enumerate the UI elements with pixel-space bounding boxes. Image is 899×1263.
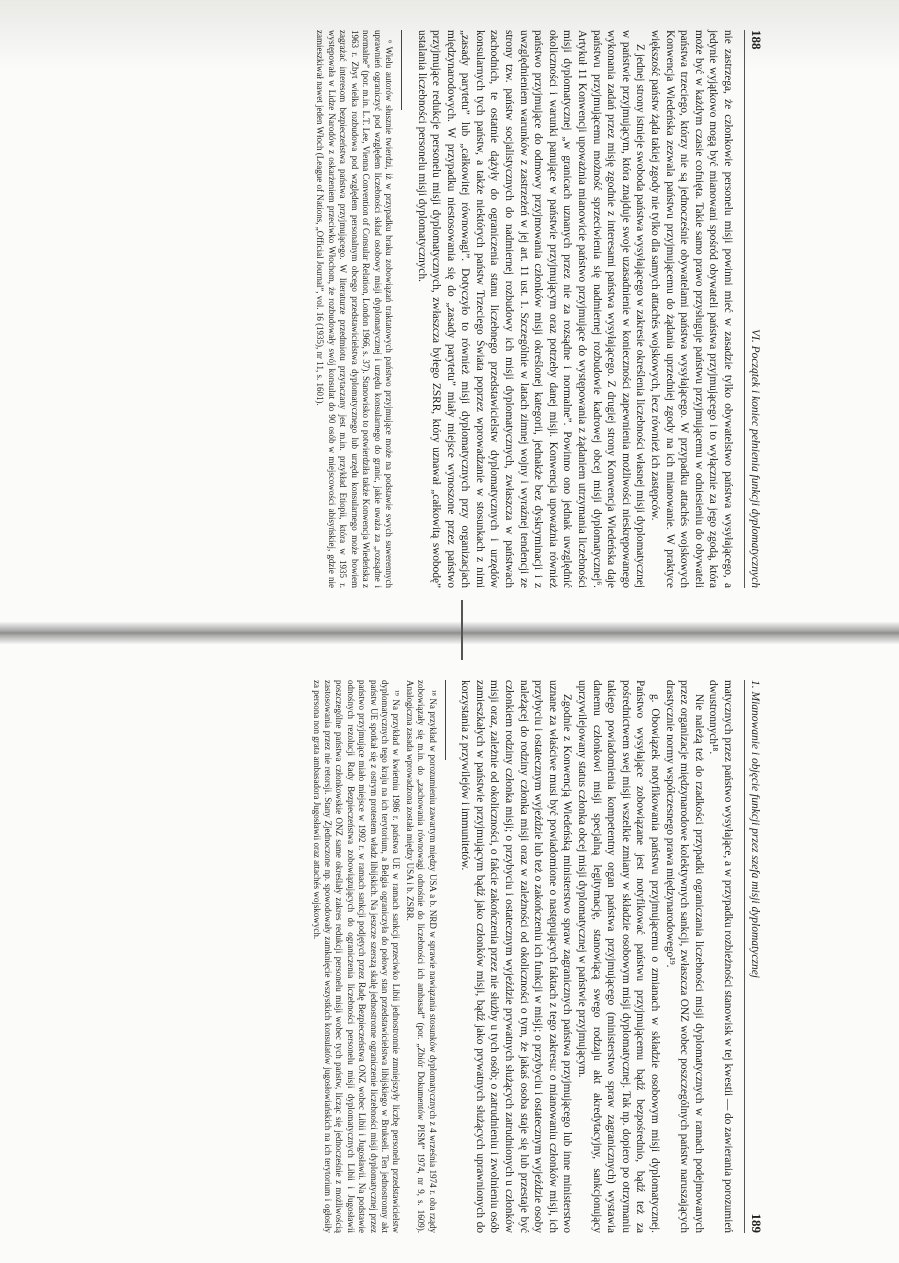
page-number-right: 189 <box>749 1213 764 1233</box>
right-body <box>458 680 735 1233</box>
right-running-head <box>744 680 764 1233</box>
footnote-separator <box>445 680 446 760</box>
running-head-right: 1. Mianowanie i objęcie funkcji przez szefa misji dyplomatycznej <box>749 680 761 978</box>
left-body <box>414 30 735 588</box>
paragraph: Zgodnie z Konwencją Wiedeńską ministerstwo spraw zagranicznych państwa przyjmującego lub inne ministerstwo uznane za właściwe musi być powiadomione o następujących faktach z tego zakresu: o mianowaniu członków misji, ich przybyciu i ostatecznym wyjeździe lub też o zakończeniu ich funkcji w misji; o przybyciu i ostatecznym wyjeździe osoby należącej do rodziny członka misji oraz w zależności od okoliczności o tym, że jakaś osoba staje się lub przestaje być członkiem rodziny członka misji; o przybyciu i ostatecznym wyjeździe prywatnych służących zatrudnionych u członków misji oraz, zależnie od okoliczności, o fakcie zakończenia przez nie służby u tych osób; o zatrudnieniu i zwolnieniu osób zamieszkałych w państwie przyjmującym bądź jako członków misji, bądź jako prywatnych służących uprawnionych do korzystania z przywilejów i immunitetów. <box>459 680 574 1233</box>
page-number-left: 188 <box>749 30 764 50</box>
footnote: ¹⁸ Na przykład w porozumieniu zawartym między USA a b. NRD w sprawie nawiązania stosunków dyplomatycznych z 4 września 1974 r. oba rządy zobowiązały się m.in. do „zachowania równowagi odnośnie do liczebności ich ambasad” (por. „Zbiór Dokumentów PISM” 1974, nr 9, s. 1609). Analogiczna zasada wprowadzona została między USA i b. ZSRR. <box>404 680 438 1233</box>
left-footnotes <box>314 30 394 588</box>
left-running-head <box>744 30 764 588</box>
paragraph: g. Obowiązek notyfikowania państwu przyjmującemu o zmianach w składzie osobowym misji dyplomatycznej. Państwo wysyłające zobowiązane jest notyfikować państwu przyjmującemu bądź bezpośrednio, bądź też za pośrednictwem swej misji wszelkie zmiany w składzie osobowym misji dyplomatycznej. Tak np. dopiero po otrzymaniu takiego powiadomienia kompetentny organ państwa przyjmującego (ministerstwo spraw zagranicznych) wystawia danemu członkowi misji specjalną legitymację, stanowiącą swego rodzaju akt akredytacyjny, sankcjonujący uprzywilejowany status członka obcej misji dyplomatycznej w państwie przyjmującym. <box>576 680 662 1233</box>
paragraph: nie zastrzega, że członkowie personelu misji powinni mieć w zasadzie tylko obywatelstwo państwa wysyłającego, a jedynie wyjątkowo mogą być mianowani spośród obywateli państwa przyjmującego i to wyłącznie za jego zgodą, która może być w każdym czasie cofnięta. Takie samo prawo przysługuje państwu przyjmującemu w odniesieniu do obywateli państwa trzeciego, którzy nie są jednocześnie obywatelami państwa wysyłającego. W przypadku attachés wojskowych Konwencja Wiedeńska zezwala państwu przyjmującemu do żądania uprzedniej zgody na ich mianowanie. W praktyce większość państw żąda takiej zgody nie tylko dla samych attachés wojskowych, lecz również ich zastępców. <box>649 30 734 588</box>
paragraph: Nie należą też do rzadkości przypadki ograniczania liczebności misji dyplomatycznych w ramach podejmowanych przez organizacje międzynarodowe kolektywnych sankcji, zwłaszcza ONZ wobec poszczególnych państw naruszających drastycznie normy współczesnego prawa międzynarodowego¹⁹. <box>663 680 705 1233</box>
paragraph: Z jednej strony istnieje swoboda państwa wysyłającego w zakresie określenia liczebności własnej misji dyplomatycznej w państwie przyjmującym, która znajduje swoje uzasadnienie w konieczności zapewnienia możliwości nieskrępowanego wykonania zadań przez misję zgodnie z interesami państwa wysyłającego. Z drugiej strony Konwencja Wiedeńska daje państwu przyjmującemu możność sprzeciwienia się nadmiernej rozbudowie kadrowej obcej misji dyplomatycznej⁶. Artykuł 11 Konwencji upoważnia mianowicie państwo przyjmujące do występowania z żądaniem utrzymania liczebności misji dyplomatycznej „w granicach uznanych przez nie za rozsądne i normalne”. Powinno ono jednak uwzględnić okoliczności i warunki panujące w państwie przyjmującym oraz potrzeby danej misji. Konwencja upoważnia również państwo przyjmujące do odmowy przyjmowania członków misji określonej kategorii, jednakże bez dyskryminacji i z uwzględnieniem warunków z zastrzeżeń w jej art. 11 ust. 1. Szczególnie w latach zimnej wojny i wyraźnej tendencji ze strony tzw. państw socjalistycznych do nadmiernej rozbudowy ich misji dyplomatycznych, zwłaszcza w państwach zachodnich, te ostatnie dążyły do ograniczenia stanu liczebnego przedstawicielstw dyplomatycznych i urzędów konsularnych tych państw, a także niektórych państw Trzeciego Świata poprzez wprowadzanie w stosunkach z nimi „zasady parytetu” lub „całkowitej równowagi”. Dotyczyło to również misji dyplomatycznych przy organizacjach międzynarodowych. W przypadku niestosowania się do „zasady parytetu” miały miejsce wynoszone przez państwo przyjmujące redukcje personelu misji dyplomatycznych, zwłaszcza byłego ZSRR, który uznawał „całkowitą swobodę” ustalania liczebności personelu misji dyplomatycznych. <box>415 30 647 588</box>
running-head-left: VI. Początek i koniec pełnienia funkcji dyplomatycznych <box>749 329 761 588</box>
footnote: ¹⁹ Na przykład w kwietniu 1986 r. państwa UE w ramach sankcji przeciwko Libii jednostronnie zmniejszyły liczbę personelu przedstawicielstw dyplomatycznych tego kraju na ich terytorium, a Belgia ograniczyła do połowy stan przedstawicielstwa libijskiego w Brukseli. Ten jednostronny akt państw UE spotkał się z ostrym protestem władz libijskich. Na jeszcze szerszą skalę jednostronne ograniczenie liczebności misji dyplomatycznej przez państwo przyjmujące miało miejsce w 1992 r. w ramach sankcji podjętych przez Radę Bezpieczeństwa ONZ wobec Libii i Jugosławii. Na podstawie odnośnych rezolucji Rady Bezpieczeństwa zobowiązujących do ograniczenia liczebności personelu misji dyplomatycznych Libii i Jugosławii poszczególne państwa członkowskie ONZ same określały zakres redukcji personelu misji wobec tych państw, licząc się jednocześnie z możliwością zastosowania przez nie retorsji. Stany Zjednoczone np. spowodowały zamknięcie wszystkich konsulatów jugosłowiańskich na ich terytorium i ogłosiły za persona non grata ambasadora Jugosławii oraz attachés wojskowych. <box>311 680 402 1233</box>
right-page <box>0 632 899 1263</box>
right-footnotes <box>310 680 437 1233</box>
footnote: ⁶ Wielu autorów słusznie twierdzi, iż w przypadku braku zobowiązań traktatowych państwo przyjmujące może na podstawie swych suwerennych uprawnień ograniczyć pod względem liczebności skład osobowy misji dyplomatycznej i urzędu konsularnego do granic, jakie uważa za „rozsądne i normalne” (por. m.in. L.T. Lee, Vienna Convention of Consular Relation, London 1966, s. 37). Stanowisko to potwierdziła także Konwencja Wiedeńska z 1963 r. Zbyt wielka rozbudowa pod względem personalnym obcego przedstawicielstwa dyplomatycznego lub urzędu konsularnego może bowiem zagrażać interesom bezpieczeństwa państwa przyjmującego. W literaturze przedmiotu przytaczany jest m.in. przykład Etiopii, która w 1935 r. występowała w Lidze Narodów z oskarżeniem przeciwko Włochom, że rozbudowały swój konsulat do 90 osób w miejscowości abisyńskiej, gdzie nie zamieszkiwał nawet jeden Włoch (League of Nations, „Official Journal”, vol. 16 (1935), nr 11, s. 1601). <box>315 30 394 588</box>
footnote-separator <box>401 30 402 110</box>
paragraph: matycznych przez państwo wysyłające, a w przypadku rozbieżności stanowisk w tej kwestii — do zawierania porozumień dwustronnych¹⁸. <box>707 680 734 1233</box>
